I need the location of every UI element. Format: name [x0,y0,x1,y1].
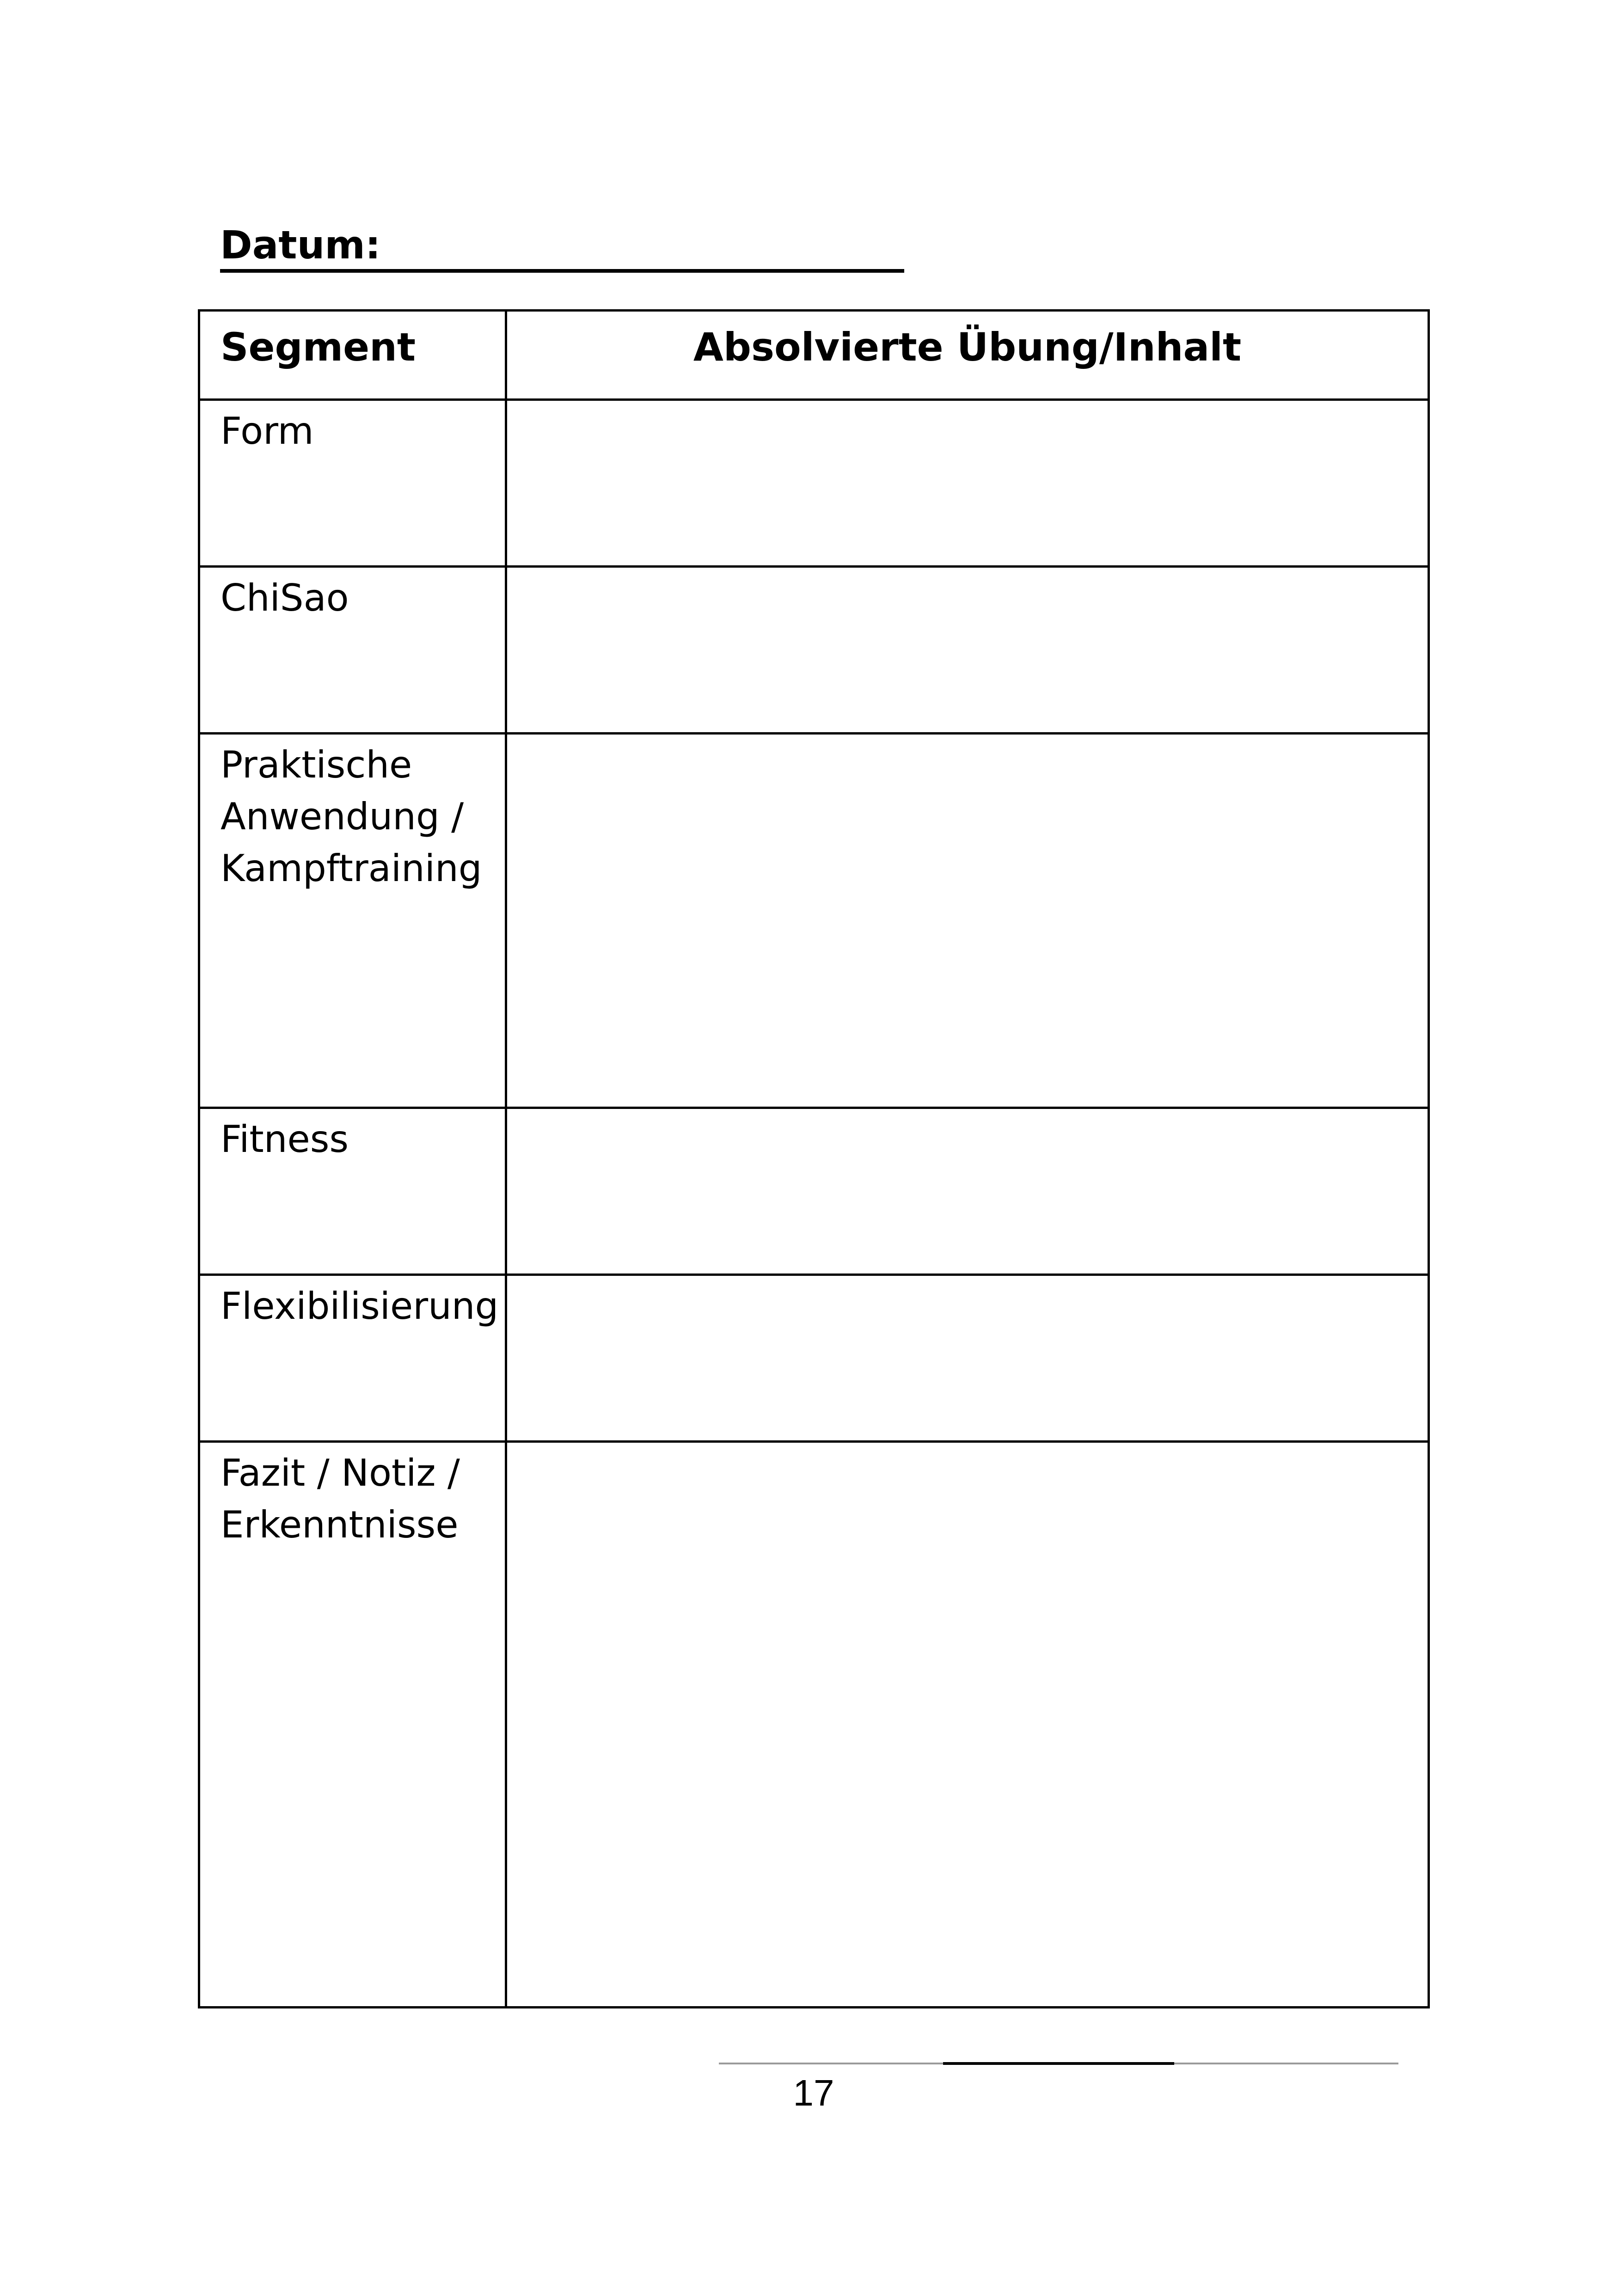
date-label: Datum: [220,222,381,268]
segment-cell-flexibilisierung [199,1275,506,1442]
segment-cell-chisao [199,567,506,734]
segment-cell-form [199,400,506,567]
segment-label-line: Kampftraining [221,847,482,890]
table-header-row [199,311,1429,400]
training-log-table [198,309,1430,2008]
page-number: 17 [793,2072,834,2113]
table-row [199,400,1429,567]
segment-label-line: Anwendung / [221,795,464,838]
segment-cell-praktische-anwendung [199,734,506,1108]
table-row [199,567,1429,734]
segment-cell-fazit [199,1442,506,2008]
date-field[interactable] [220,222,904,273]
segment-label-line: Fitness [221,1118,349,1161]
content-cell-fazit[interactable] [506,1442,1429,2008]
table-row [199,734,1429,1108]
segment-label-line: Erkenntnisse [221,1503,459,1546]
segment-label-line: Flexibilisierung [221,1285,499,1328]
content-cell-chisao[interactable] [506,567,1429,734]
content-cell-flexibilisierung[interactable] [506,1275,1429,1442]
content-cell-fitness[interactable] [506,1108,1429,1275]
footer-divider-accent [943,2062,1174,2065]
segment-cell-fitness [199,1108,506,1275]
column-header-segment: Segment [199,311,506,400]
segment-label-line: Fazit / Notiz / [221,1451,460,1494]
table-row [199,1108,1429,1275]
content-cell-form[interactable] [506,400,1429,567]
content-cell-praktische-anwendung[interactable] [506,734,1429,1108]
column-header-content: Absolvierte Übung/Inhalt [506,311,1429,400]
segment-label-line: Form [221,410,314,453]
table-row [199,1442,1429,2008]
table-row [199,1275,1429,1442]
segment-label-line: Praktische [221,743,412,786]
segment-label-line: ChiSao [221,576,349,619]
